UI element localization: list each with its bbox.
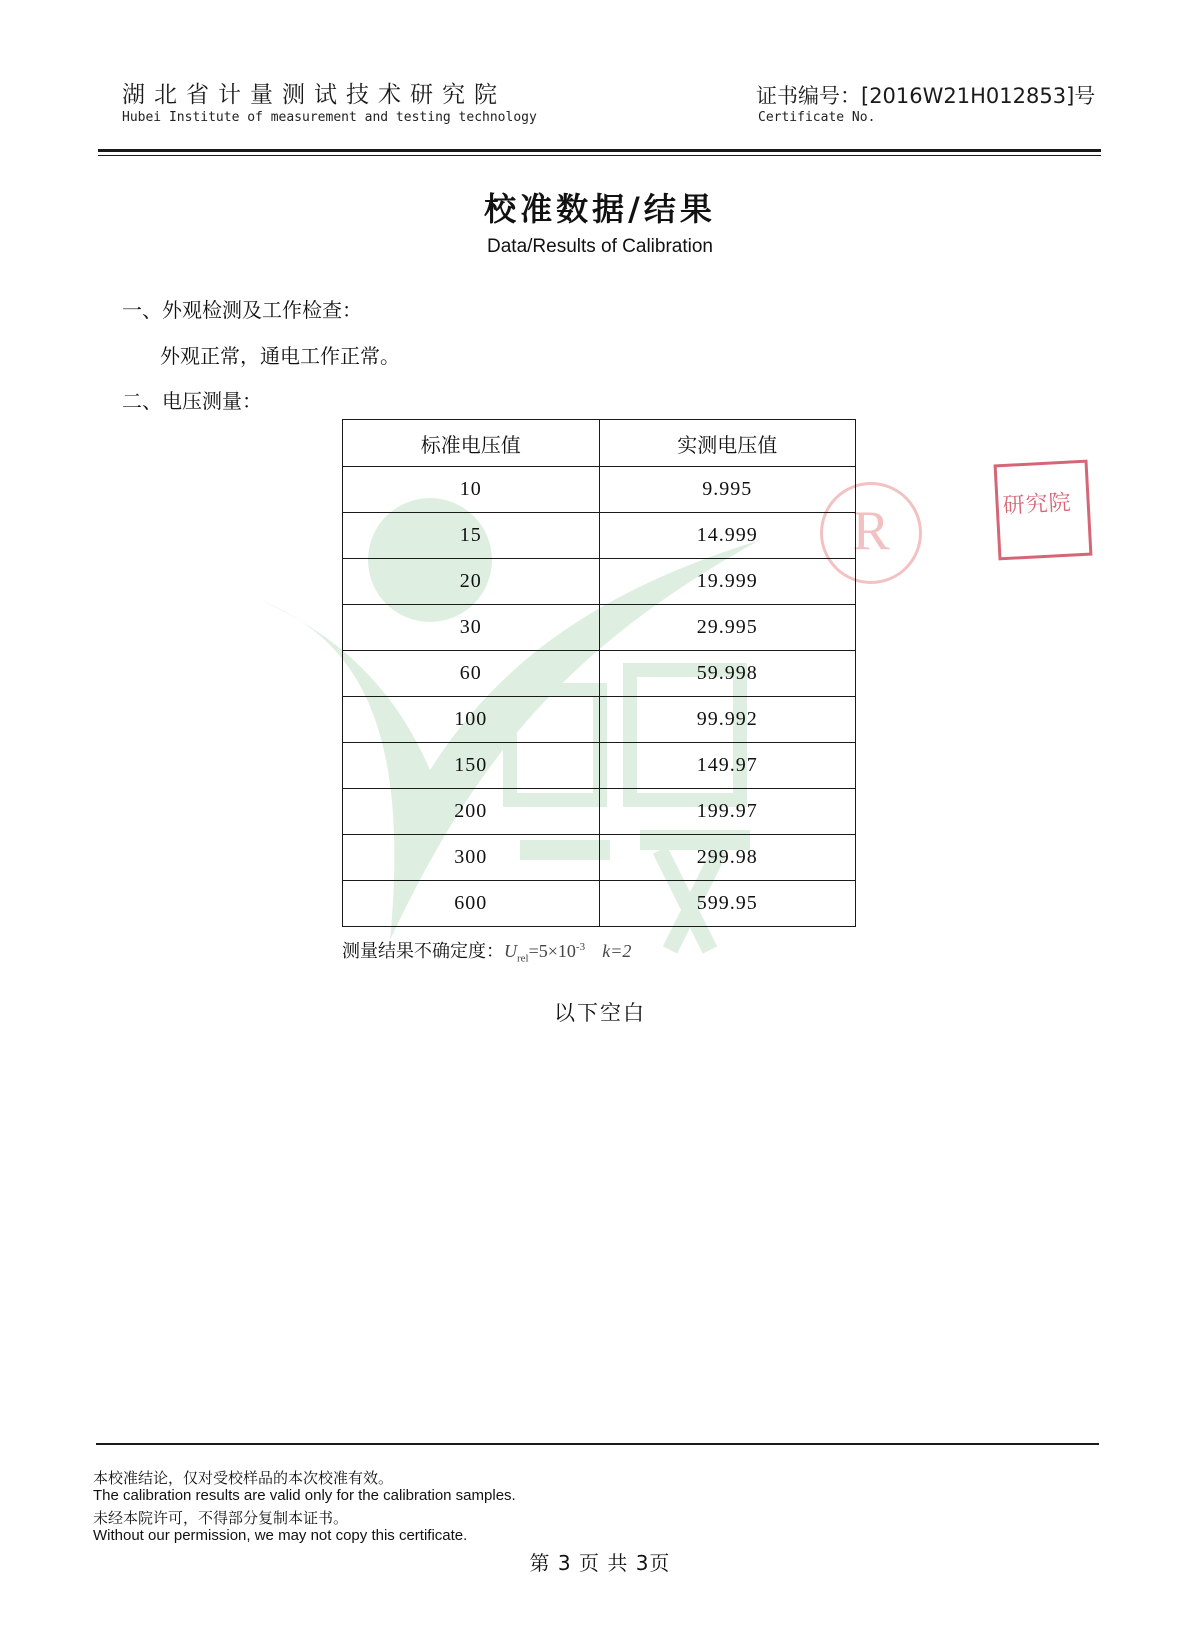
uncertainty-subscript: rel	[517, 952, 529, 965]
page-number: 第 3 页 共 3页	[529, 1551, 671, 1575]
measured-voltage-cell: 149.97	[599, 743, 856, 789]
table-row	[343, 835, 856, 881]
standard-voltage-cell: 60	[343, 651, 600, 697]
header-rule-thin	[98, 155, 1101, 156]
uncertainty-label: 测量结果不确定度：	[342, 941, 504, 962]
standard-voltage-cell: 15	[343, 513, 600, 559]
header-rule-thick	[98, 149, 1101, 152]
seal-stamp	[994, 460, 1093, 561]
uncertainty-value: =5×10	[528, 941, 576, 961]
standard-voltage-cell: 100	[343, 697, 600, 743]
standard-voltage-cell: 30	[343, 605, 600, 651]
column-header: 实测电压值	[599, 420, 856, 467]
measured-voltage-cell: 599.95	[599, 881, 856, 927]
voltage-table	[342, 419, 856, 927]
column-header: 标准电压值	[343, 420, 600, 467]
appearance-heading: 一、外观检测及工作检查：	[122, 298, 362, 322]
standard-voltage-cell: 10	[343, 467, 600, 513]
table-header-row	[343, 420, 856, 467]
page-title: 校准数据/结果	[484, 190, 716, 228]
table-row	[343, 697, 856, 743]
registered-mark-icon: R	[820, 482, 922, 584]
measured-voltage-cell: 299.98	[599, 835, 856, 881]
page-subtitle-en: Data/Results of Calibration	[487, 236, 713, 257]
footer-copy-cn: 未经本院许可，不得部分复制本证书。	[93, 1509, 349, 1527]
standard-voltage-cell: 150	[343, 743, 600, 789]
measured-voltage-cell: 99.992	[599, 697, 856, 743]
stamp-text: 研究院	[1002, 490, 1073, 520]
coverage-factor: k=2	[602, 941, 632, 961]
standard-voltage-cell: 300	[343, 835, 600, 881]
standard-voltage-cell: 20	[343, 559, 600, 605]
footer-validity-en: The calibration results are valid only for the calibration samples.	[93, 1487, 516, 1504]
institute-name-cn: 湖北省计量测试技术研究院	[122, 82, 506, 108]
measured-voltage-cell: 9.995	[599, 467, 856, 513]
uncertainty-statement	[342, 937, 631, 965]
appearance-result: 外观正常，通电工作正常。	[160, 344, 400, 368]
certificate-number-label-en: Certificate No.	[758, 110, 876, 125]
uncertainty-symbol: U	[504, 941, 517, 961]
measured-voltage-cell: 59.998	[599, 651, 856, 697]
table-row	[343, 605, 856, 651]
standard-voltage-cell: 600	[343, 881, 600, 927]
footer-copy-en: Without our permission, we may not copy this certificate.	[93, 1527, 468, 1544]
institute-name-en: Hubei Institute of measurement and testing technology	[122, 110, 537, 125]
uncertainty-exponent: -3	[575, 941, 586, 953]
table-row	[343, 467, 856, 513]
table-row	[343, 881, 856, 927]
voltage-heading: 二、电压测量：	[122, 389, 262, 413]
measured-voltage-cell: 199.97	[599, 789, 856, 835]
table-row	[343, 559, 856, 605]
voltage-table-container	[342, 419, 856, 927]
footer-rule	[96, 1443, 1099, 1445]
table-row	[343, 651, 856, 697]
table-row	[343, 789, 856, 835]
table-row	[343, 513, 856, 559]
standard-voltage-cell: 200	[343, 789, 600, 835]
blank-below-note: 以下空白	[554, 1001, 646, 1025]
measured-voltage-cell: 19.999	[599, 559, 856, 605]
table-row	[343, 743, 856, 789]
measured-voltage-cell: 14.999	[599, 513, 856, 559]
measured-voltage-cell: 29.995	[599, 605, 856, 651]
footer-validity-cn: 本校准结论，仅对受校样品的本次校准有效。	[93, 1469, 394, 1487]
certificate-number: 证书编号：[2016W21H012853]号	[756, 84, 1096, 108]
